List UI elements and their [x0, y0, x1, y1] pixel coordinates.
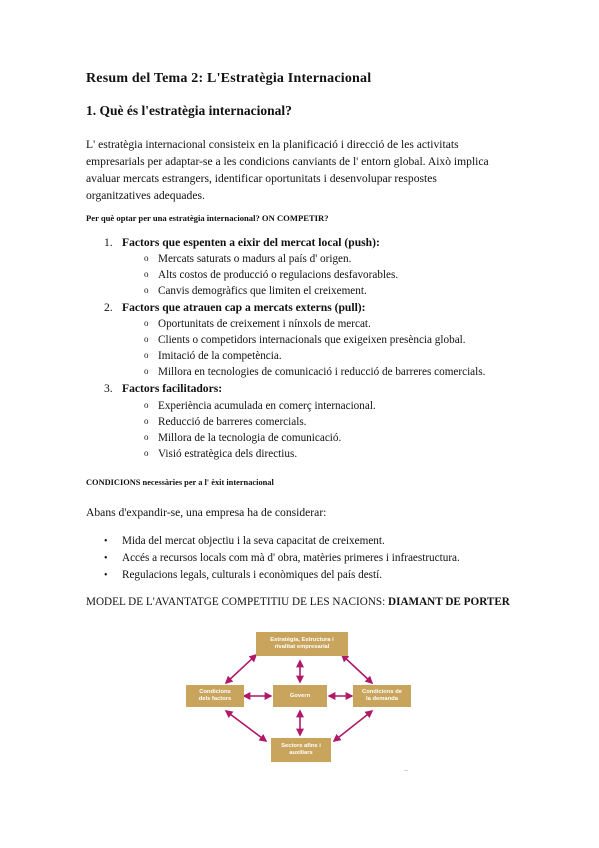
list-item: o Millora en tecnologies de comunicació i reducció de barreres comercials. [144, 366, 486, 378]
section-heading-what-is: 1. Què és l'estratègia internacional? [86, 103, 292, 118]
list-number: 3. [104, 382, 113, 395]
arrow-bottom-left [226, 711, 266, 741]
paragraph-line: organitzatives adequades. [86, 189, 205, 202]
list-item: • Accés a recursos locals com mà d' obra, matèries primeres i infraestructura. [104, 552, 460, 564]
factor-item-push [104, 236, 380, 249]
box-strategy-structure-rivalry: Estratègia, Estructura i rivalitat empresarial [256, 632, 348, 656]
list-item: o Experiència acumulada en comerç internacional. [144, 400, 376, 412]
document-title: Resum del Tema 2: L'Estratègia Internacional [86, 71, 372, 86]
list-item: o Reducció de barreres comercials. [144, 416, 307, 428]
list-item: o Canvis demogràfics que limiten el creixement. [144, 285, 367, 297]
intro-paragraph [86, 136, 516, 204]
box-government: Govern [273, 685, 327, 707]
list-item: • Regulacions legals, culturals i econòmiques del país destí. [104, 569, 383, 581]
box-factor-conditions: Condicions dels factors [186, 685, 244, 707]
list-item: o Oportunitats de creixement i nínxols de mercat. [144, 318, 371, 330]
list-number: 2. [104, 301, 113, 314]
list-item: o Imitació de la competència. [144, 350, 282, 362]
list-item: o Visió estratègica dels directius. [144, 448, 298, 460]
list-number: 1. [104, 236, 113, 249]
model-heading: MODEL DE L'AVANTATGE COMPETITIU DE LES NACIONS: DIAMANT DE PORTER [86, 596, 510, 608]
box-related-industries: Sectors afins i auxiliars [271, 738, 331, 762]
paragraph-line: L' estratègia internacional consisteix en la planificació i direcció de les activitats [86, 138, 459, 151]
list-item: o Clients o competidors internacionals que exigeixen presència global. [144, 334, 466, 346]
paragraph-line: empresarials per adaptar-se a les condicions canviants de l' entorn global. Això implica [86, 155, 489, 168]
factor-label: Factors que espenten a eixir del mercat local (push): [122, 236, 380, 249]
before-text: Abans d'expandir-se, una empresa ha de considerar: [86, 506, 327, 519]
factor-label: Factors facilitadors: [122, 382, 223, 395]
list-item: • Mida del mercat objectiu i la seva capacitat de creixement. [104, 535, 385, 547]
list-item: o Alts costos de producció o regulacions desfavorables. [144, 269, 399, 281]
arrow-top-left [226, 655, 256, 683]
arrow-top-right [342, 655, 372, 683]
paragraph-line: avaluar mercats estrangers, identificar oportunitats i desenvolupar respostes [86, 172, 437, 185]
model-name: DIAMANT DE PORTER [388, 596, 510, 608]
page-mark: -- [404, 768, 408, 774]
why-heading: Per què optar per una estratègia internacional? ON COMPETIR? [86, 213, 329, 223]
porter-diamond-diagram [180, 625, 420, 770]
factor-item-facilitators [104, 382, 222, 395]
list-item: o Mercats saturats o madurs al país d' origen. [144, 253, 352, 265]
list-item: o Millora de la tecnologia de comunicació. [144, 432, 342, 444]
conditions-heading: CONDICIONS necessàries per a l' èxit internacional [86, 478, 274, 487]
arrow-bottom-right [334, 711, 372, 741]
box-demand-conditions: Condicions de la demanda [353, 685, 411, 707]
factor-item-pull [104, 301, 366, 314]
factor-label: Factors que atrauen cap a mercats externs (pull): [122, 301, 366, 314]
